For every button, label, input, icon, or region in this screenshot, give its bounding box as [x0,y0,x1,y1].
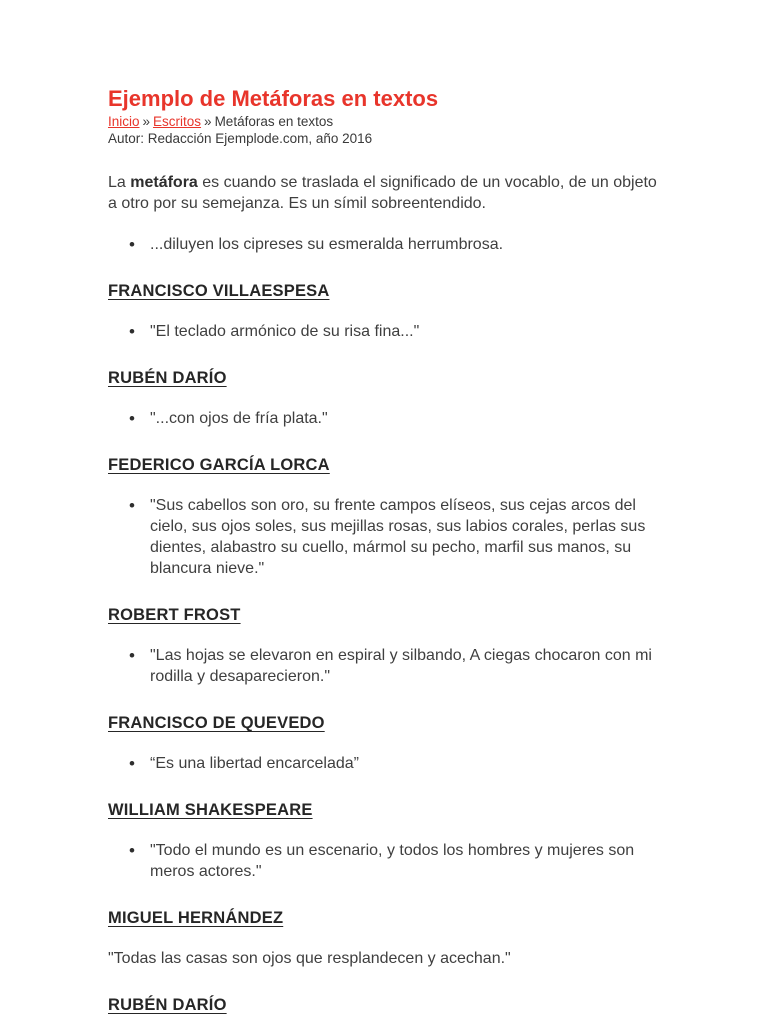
intro-paragraph [108,172,664,214]
intro-lead: La [108,174,131,191]
breadcrumb [108,114,664,130]
breadcrumb-link-inicio[interactable]: Inicio [108,114,140,129]
breadcrumb-separator: » [204,114,212,129]
author-line: Autor: Redacción Ejemplode.com, año 2016 [108,131,373,146]
list-item-intro-quote: • ...diluyen los cipreses su esmeralda herrumbrosa. [108,234,664,255]
list-item-quote: • "El teclado armónico de su risa fina..." [108,321,664,342]
list-item-quote: • "...con ojos de fría plata." [108,408,664,429]
document-content [108,86,664,1015]
intro-bold-term: metáfora [130,174,198,191]
breadcrumb-link-escritos[interactable]: Escritos [153,114,202,129]
section-heading-villaespesa: FRANCISCO VILLAESPESA [108,282,330,300]
breadcrumb-current: Metáforas en textos [214,114,334,129]
intro-rest: es cuando se traslada el significado de un vocablo, de un objeto a otro por su semejanza. Es un símil sobreentendido. [108,174,657,212]
section-heading-robert-frost: ROBERT FROST [108,606,241,624]
section-heading-shakespeare: WILLIAM SHAKESPEARE [108,801,313,819]
page-title: Ejemplo de Metáforas en textos [108,86,439,111]
section-heading-quevedo: FRANCISCO DE QUEVEDO [108,714,325,732]
list-item-quote: • "Sus cabellos son oro, su frente campos elíseos, sus cejas arcos del cielo, sus ojos soles, sus mejillas rosas, sus labios corales, perlas sus dientes, alabastro su cuello, mármol su pecho, marfil sus manos, su blancura nieve." [108,495,664,579]
plain-quote-paragraph: "Todas las casas son ojos que resplandecen y acechan." [108,950,511,967]
breadcrumb-separator: » [142,114,151,129]
section-heading-ruben-dario: RUBÉN DARÍO [108,369,227,387]
list-item-quote: • "Todo el mundo es un escenario, y todos los hombres y mujeres son meros actores." [108,840,664,882]
section-heading-miguel-hernandez: MIGUEL HERNÁNDEZ [108,909,284,927]
section-heading-ruben-dario-2: RUBÉN DARÍO [108,996,227,1014]
list-item-quote: • “Es una libertad encarcelada” [108,753,664,774]
list-item-quote: • "Las hojas se elevaron en espiral y silbando, A ciegas chocaron con mi rodilla y desaparecieron." [108,645,664,687]
section-heading-garcia-lorca: FEDERICO GARCÍA LORCA [108,456,330,474]
